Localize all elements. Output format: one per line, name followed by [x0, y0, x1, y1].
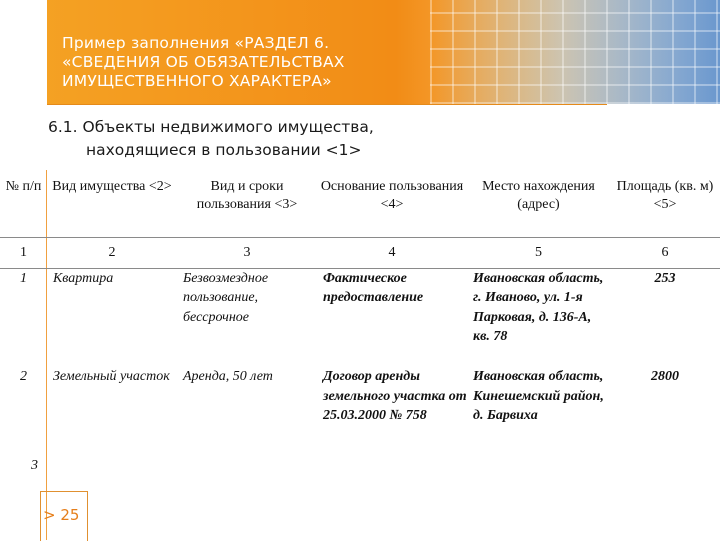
slide-title: Пример заполнения «РАЗДЕЛ 6. «СВЕДЕНИЯ ОБ ОБЯЗАТЕЛЬСТВАХ ИМУЩЕСТВЕННОГО ХАРАКТЕРА»	[62, 34, 345, 90]
column-number: 1	[0, 237, 47, 268]
table-row	[0, 367, 720, 455]
property-type-cell: Земельный участок	[53, 369, 170, 384]
column-number: 6	[610, 237, 720, 268]
column-number: 2	[47, 237, 177, 268]
table-header-row	[0, 171, 720, 237]
usage-basis-cell: Договор аренды земельного участка от 25.03.2000 № 758	[323, 369, 467, 423]
column-number-row	[0, 237, 720, 268]
property-table	[0, 171, 720, 455]
usage-terms-cell: Аренда, 50 лет	[183, 369, 273, 384]
column-number: 5	[467, 237, 610, 268]
column-number: 4	[317, 237, 467, 268]
banner-left-margin	[0, 0, 47, 104]
header-cell-usage-basis: Основание пользования <4>	[320, 179, 464, 212]
header-cell-area: Площадь (кв. м) <5>	[616, 179, 714, 212]
banner-underline	[47, 104, 607, 105]
page-prefix: >	[43, 506, 56, 524]
row-number: 1	[20, 270, 27, 286]
header-cell-property-type: Вид имущества <2>	[52, 179, 172, 194]
area-cell: 2800	[651, 369, 679, 384]
column-number: 3	[177, 237, 317, 268]
property-type-cell: Квартира	[53, 270, 114, 286]
header-cell-location: Место нахождения (адрес)	[482, 179, 595, 212]
row-number: 2	[20, 369, 27, 384]
header-cell-number: № п/п	[5, 179, 42, 194]
usage-terms-cell: Безвозмездное пользование, бессрочное	[183, 270, 269, 325]
building-photo-decoration	[430, 0, 720, 104]
page-number-value: 25	[60, 506, 80, 524]
location-cell: Ивановская область, г. Иваново, ул. 1-я Парковая, д. 136-А, кв. 78	[473, 270, 604, 344]
table-row	[0, 268, 720, 367]
section-subtitle	[48, 116, 374, 162]
subtitle-line-1: 6.1. Объекты недвижимого имущества,	[48, 118, 374, 136]
subtitle-line-2: находящиеся в пользовании <1>	[86, 141, 362, 159]
row-number-3: 3	[31, 458, 38, 473]
header-cell-usage-terms: Вид и сроки пользования <3>	[196, 179, 298, 212]
usage-basis-cell: Фактическое предоставление	[323, 270, 424, 305]
page-number	[43, 506, 79, 524]
location-cell: Ивановская область, Кинешемский район, д. Барвиха	[473, 369, 604, 423]
area-cell: 253	[654, 270, 676, 286]
